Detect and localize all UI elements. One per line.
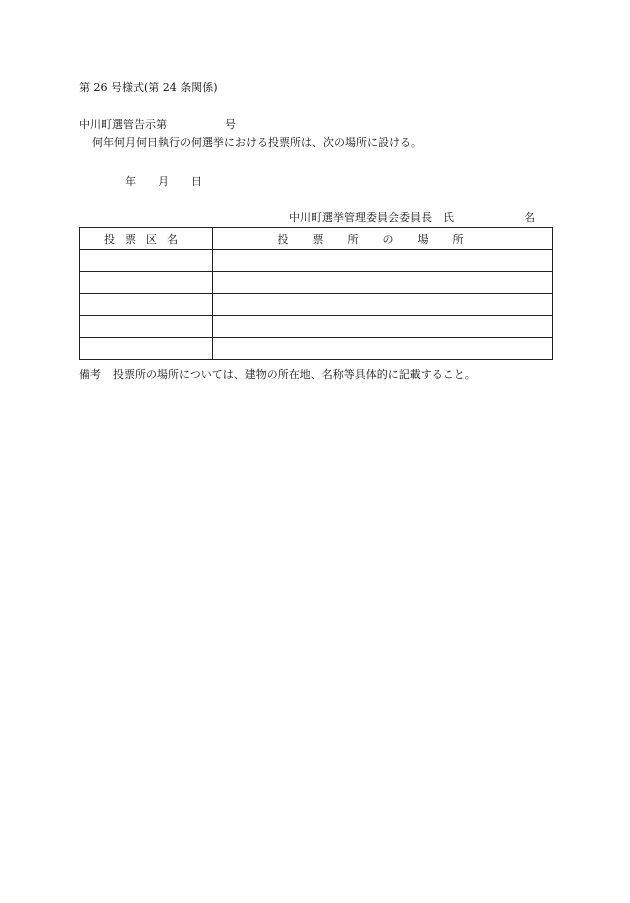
table-row xyxy=(80,272,553,294)
header-district-name: 投票区名 xyxy=(80,228,213,250)
table-row xyxy=(80,250,553,272)
table-cell-location xyxy=(213,316,553,338)
table-cell-district xyxy=(80,294,213,316)
remarks-text: 投票所の場所については、建物の所在地、名称等具体的に記載すること。 xyxy=(113,368,476,381)
table-cell-location xyxy=(213,294,553,316)
notice-suffix: 号 xyxy=(225,118,236,131)
table-cell-district xyxy=(80,272,213,294)
signer-title: 中川町選挙管理委員会委員長 氏 xyxy=(289,211,454,224)
table-row xyxy=(80,316,553,338)
table-cell-district xyxy=(80,316,213,338)
notice-body: 何年何月何日執行の何選挙における投票所は、次の場所に設ける。 xyxy=(92,136,422,149)
table-cell-location xyxy=(213,272,553,294)
table-cell-district xyxy=(80,250,213,272)
date-day: 日 xyxy=(191,175,202,188)
header-polling-place-location: 投票所の場所 xyxy=(213,228,553,250)
table-cell-location xyxy=(213,250,553,272)
polling-places-table xyxy=(79,227,553,360)
signer-line xyxy=(289,211,535,225)
form-title: 第 26 号様式(第 24 条関係) xyxy=(79,81,218,94)
table-row xyxy=(80,338,553,360)
signer-name-suffix: 名 xyxy=(524,211,535,224)
remarks-label: 備考 xyxy=(79,368,101,381)
date-month: 月 xyxy=(158,175,169,188)
table-cell-location xyxy=(213,338,553,360)
notice-number-line xyxy=(79,118,236,132)
date-year: 年 xyxy=(125,175,136,188)
table-cell-district xyxy=(80,338,213,360)
table-row xyxy=(80,294,553,316)
remarks-line xyxy=(79,368,476,382)
date-line xyxy=(125,175,202,189)
table-header-row xyxy=(80,228,553,250)
notice-prefix: 中川町選管告示第 xyxy=(79,118,167,131)
